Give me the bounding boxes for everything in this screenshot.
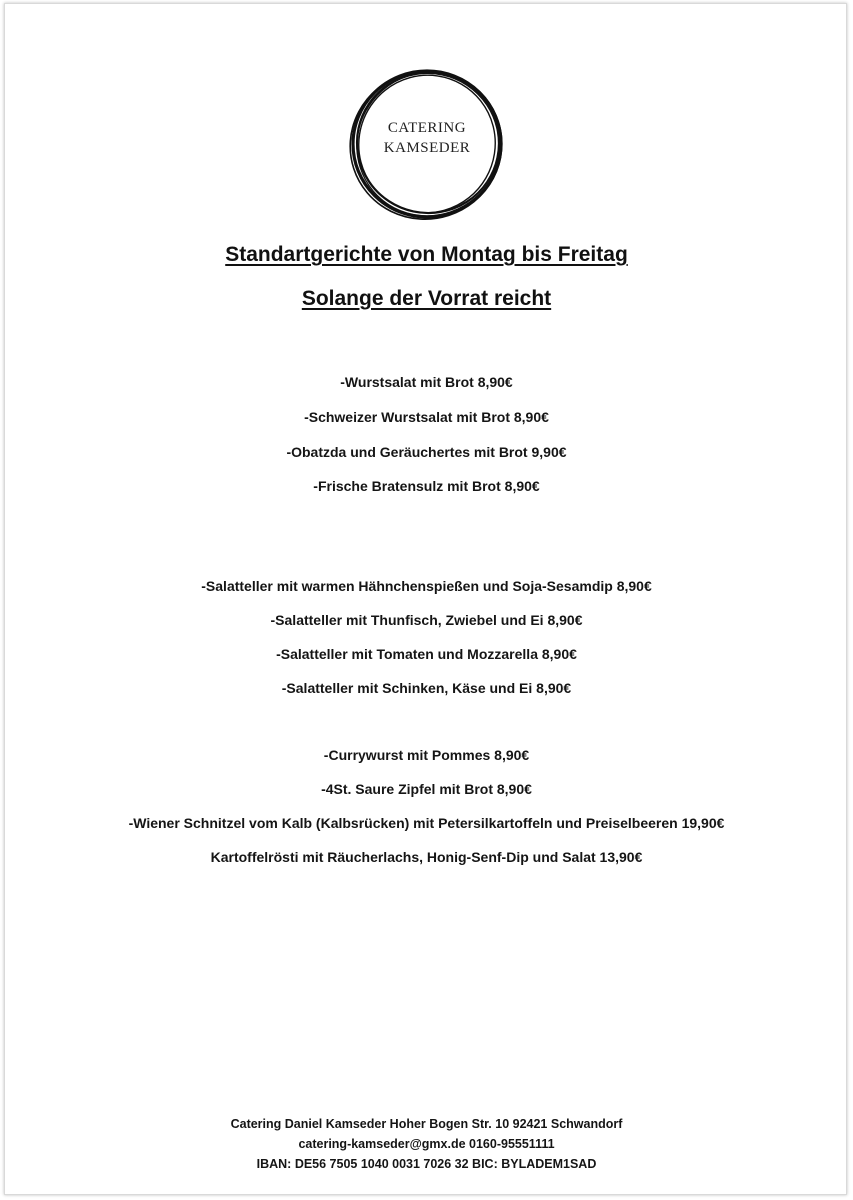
menu-item: -Salatteller mit Tomaten und Mozzarella 8,90€ (276, 646, 577, 662)
menu-item: -Salatteller mit Schinken, Käse und Ei 8,90€ (281, 680, 572, 696)
menu-item: -Salatteller mit warmen Hähnchenspießen und Soja-Sesamdip 8,90€ (201, 578, 652, 594)
menu-item: -Wiener Schnitzel vom Kalb (Kalbsrücken) mit Petersilkartoffeln und Preiselbeeren 19,90€ (128, 815, 725, 831)
page-subtitle: Solange der Vorrat reicht (301, 287, 552, 310)
menu-item: -Frische Bratensulz mit Brot 8,90€ (313, 478, 540, 494)
logo-text (343, 118, 511, 158)
page-title: Standartgerichte von Montag bis Freitag (225, 243, 628, 266)
menu-item: -4St. Saure Zipfel mit Brot 8,90€ (321, 781, 532, 797)
footer-address: Catering Daniel Kamseder Hoher Bogen Str. 10 92421 Schwandorf (230, 1117, 623, 1131)
menu-item: -Obatzda und Geräuchertes mit Brot 9,90€ (286, 444, 567, 460)
logo-line-kamseder: KAMSEDER (383, 140, 471, 156)
menu-item: -Wurstsalat mit Brot 8,90€ (340, 374, 513, 390)
menu-item: -Salatteller mit Thunfisch, Zwiebel und Ei 8,90€ (270, 612, 583, 628)
menu-item: -Schweizer Wurstsalat mit Brot 8,90€ (304, 409, 549, 425)
catering-logo (343, 60, 511, 228)
menu-item: -Currywurst mit Pommes 8,90€ (323, 747, 530, 763)
footer-bank: IBAN: DE56 7505 1040 0031 7026 32 BIC: BYLADEM1SAD (256, 1157, 597, 1171)
menu-item: Kartoffelrösti mit Räucherlachs, Honig-Senf-Dip und Salat 13,90€ (210, 849, 643, 865)
footer-contact: catering-kamseder@gmx.de 0160-95551111 (298, 1137, 555, 1151)
logo-line-catering: CATERING (387, 120, 467, 136)
